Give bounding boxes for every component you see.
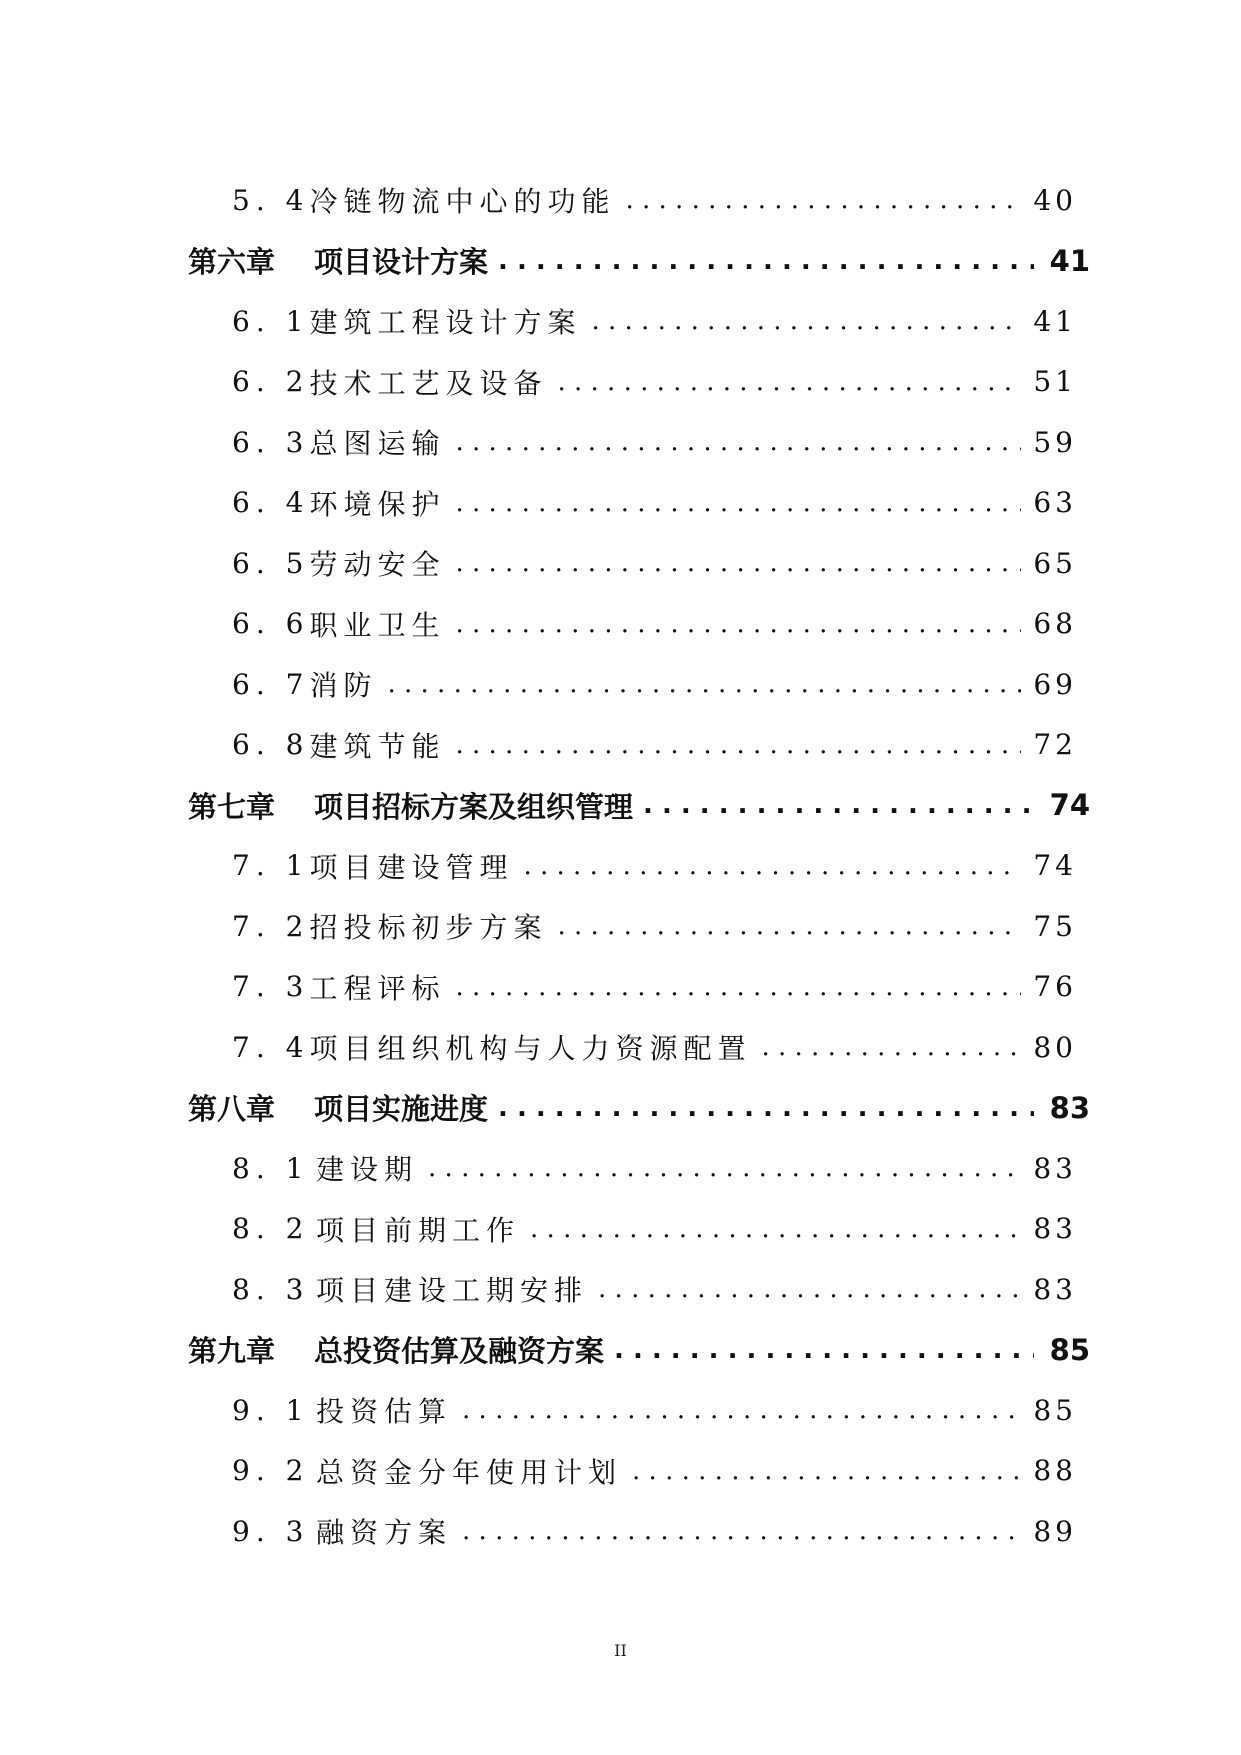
dot-leader [557, 367, 1021, 397]
toc-entry-6-2[interactable] [0, 352, 1077, 413]
toc-chapter-7[interactable] [0, 775, 1090, 836]
section-number: 9. 3 [232, 1514, 310, 1548]
dot-leader [455, 972, 1021, 1002]
dot-leader [614, 1335, 1034, 1365]
page-number: 85 [1033, 1393, 1077, 1427]
page-number: 85 [1049, 1332, 1090, 1367]
dot-leader [625, 185, 1021, 215]
toc-entry-6-5[interactable] [0, 533, 1077, 594]
page-number: 41 [1049, 243, 1090, 278]
section-number: 8. 2 [232, 1212, 310, 1246]
chapter-title: 项目实施进度 [314, 1092, 489, 1127]
section-title: 项目前期工作 [316, 1213, 521, 1247]
page-number: 40 [1033, 183, 1077, 217]
chapter-number: 第六章 [188, 245, 276, 280]
page-number: 76 [1033, 970, 1077, 1004]
section-title: 总图运输 [309, 427, 446, 461]
page-number: 75 [1033, 909, 1077, 943]
table-of-contents [0, 170, 1241, 1562]
page-number: 83 [1033, 1212, 1077, 1246]
section-title: 劳动安全 [309, 548, 446, 582]
toc-entry-6-6[interactable] [0, 594, 1077, 655]
section-number: 8. 1 [232, 1151, 310, 1185]
toc-entry-6-4[interactable] [0, 473, 1077, 534]
dot-leader [523, 851, 1021, 881]
section-title: 工程评标 [309, 971, 446, 1005]
section-title: 招投标初步方案 [309, 911, 548, 945]
section-number: 7. 3 [232, 970, 310, 1004]
dot-leader [530, 1214, 1021, 1244]
dot-leader [428, 1153, 1021, 1183]
dot-leader [455, 609, 1021, 639]
section-title: 职业卫生 [309, 608, 446, 642]
section-title: 建设期 [316, 1153, 419, 1187]
page-number: 63 [1033, 486, 1077, 520]
page-number: 68 [1033, 607, 1077, 641]
section-number: 6. 3 [232, 425, 310, 459]
chapter-title: 总投资估算及融资方案 [314, 1334, 605, 1369]
section-title: 技术工艺及设备 [309, 366, 548, 400]
section-number: 8. 3 [232, 1272, 310, 1306]
section-title: 项目建设管理 [309, 850, 514, 884]
section-number: 6. 7 [232, 667, 310, 701]
page-number: 69 [1033, 667, 1077, 701]
page-number: 65 [1033, 546, 1077, 580]
section-title: 项目组织机构与人力资源配置 [309, 1032, 752, 1066]
toc-chapter-6[interactable] [0, 231, 1090, 292]
dot-leader [632, 1456, 1021, 1486]
section-number: 6. 8 [232, 728, 310, 762]
chapter-title: 项目招标方案及组织管理 [314, 789, 634, 824]
section-number: 9. 1 [232, 1393, 310, 1427]
toc-chapter-9[interactable] [0, 1320, 1090, 1381]
toc-entry-8-3[interactable] [0, 1259, 1077, 1320]
toc-entry-8-1[interactable] [0, 1138, 1077, 1199]
dot-leader [455, 730, 1021, 760]
page-number: 74 [1033, 849, 1077, 883]
section-title: 项目建设工期安排 [316, 1274, 589, 1308]
dot-leader [455, 548, 1021, 578]
toc-entry-7-4[interactable] [0, 1017, 1077, 1078]
dot-leader [557, 911, 1021, 941]
section-number: 7. 1 [232, 849, 310, 883]
toc-entry-9-1[interactable] [0, 1380, 1077, 1441]
page-number: 83 [1049, 1090, 1090, 1125]
dot-leader [591, 306, 1021, 336]
page-number: 89 [1033, 1514, 1077, 1548]
dot-leader [455, 427, 1021, 457]
section-number: 6. 2 [232, 365, 310, 399]
page-number: 80 [1033, 1030, 1077, 1064]
section-title: 冷链物流中心的功能 [309, 185, 616, 219]
dot-leader [498, 1093, 1034, 1123]
section-number: 7. 2 [232, 909, 310, 943]
dot-leader [455, 488, 1021, 518]
section-title: 总资金分年使用计划 [316, 1455, 623, 1489]
toc-entry-6-3[interactable] [0, 412, 1077, 473]
chapter-number: 第七章 [188, 789, 276, 824]
section-number: 5. 4 [232, 183, 310, 217]
toc-entry-7-1[interactable] [0, 836, 1077, 897]
toc-entry-7-2[interactable] [0, 896, 1077, 957]
chapter-title: 项目设计方案 [314, 245, 489, 280]
dot-leader [598, 1274, 1021, 1304]
section-title: 消防 [309, 669, 378, 703]
page-number: 59 [1033, 425, 1077, 459]
toc-entry-9-2[interactable] [0, 1441, 1077, 1502]
dot-leader [387, 669, 1021, 699]
section-number: 7. 4 [232, 1030, 310, 1064]
section-number: 9. 2 [232, 1454, 310, 1488]
page-number: 74 [1049, 788, 1090, 823]
page-footer-number: II [614, 1641, 627, 1660]
toc-entry-5-4[interactable] [0, 170, 1077, 231]
section-title: 融资方案 [316, 1516, 453, 1550]
page-number: 83 [1033, 1151, 1077, 1185]
page-number: 83 [1033, 1272, 1077, 1306]
page-number: 41 [1033, 304, 1077, 338]
section-title: 投资估算 [316, 1395, 453, 1429]
dot-leader [643, 790, 1034, 820]
page-number: 51 [1033, 365, 1077, 399]
dot-leader [498, 246, 1034, 276]
section-title: 建筑节能 [309, 729, 446, 763]
toc-chapter-8[interactable] [0, 1078, 1090, 1139]
section-number: 6. 6 [232, 607, 310, 641]
toc-entry-9-3[interactable] [0, 1501, 1077, 1562]
section-number: 6. 5 [232, 546, 310, 580]
chapter-number: 第九章 [188, 1334, 276, 1369]
section-number: 6. 1 [232, 304, 310, 338]
chapter-number: 第八章 [188, 1092, 276, 1127]
section-title: 建筑工程设计方案 [309, 306, 582, 340]
section-title: 环境保护 [309, 487, 446, 521]
toc-entry-6-8[interactable] [0, 715, 1077, 776]
dot-leader [761, 1032, 1021, 1062]
toc-entry-6-1[interactable] [0, 291, 1077, 352]
toc-entry-7-3[interactable] [0, 957, 1077, 1018]
section-number: 6. 4 [232, 486, 310, 520]
toc-entry-8-2[interactable] [0, 1199, 1077, 1260]
dot-leader [462, 1395, 1021, 1425]
page-number: 72 [1033, 728, 1077, 762]
page-number: 88 [1033, 1454, 1077, 1488]
dot-leader [462, 1516, 1021, 1546]
toc-entry-6-7[interactable] [0, 654, 1077, 715]
